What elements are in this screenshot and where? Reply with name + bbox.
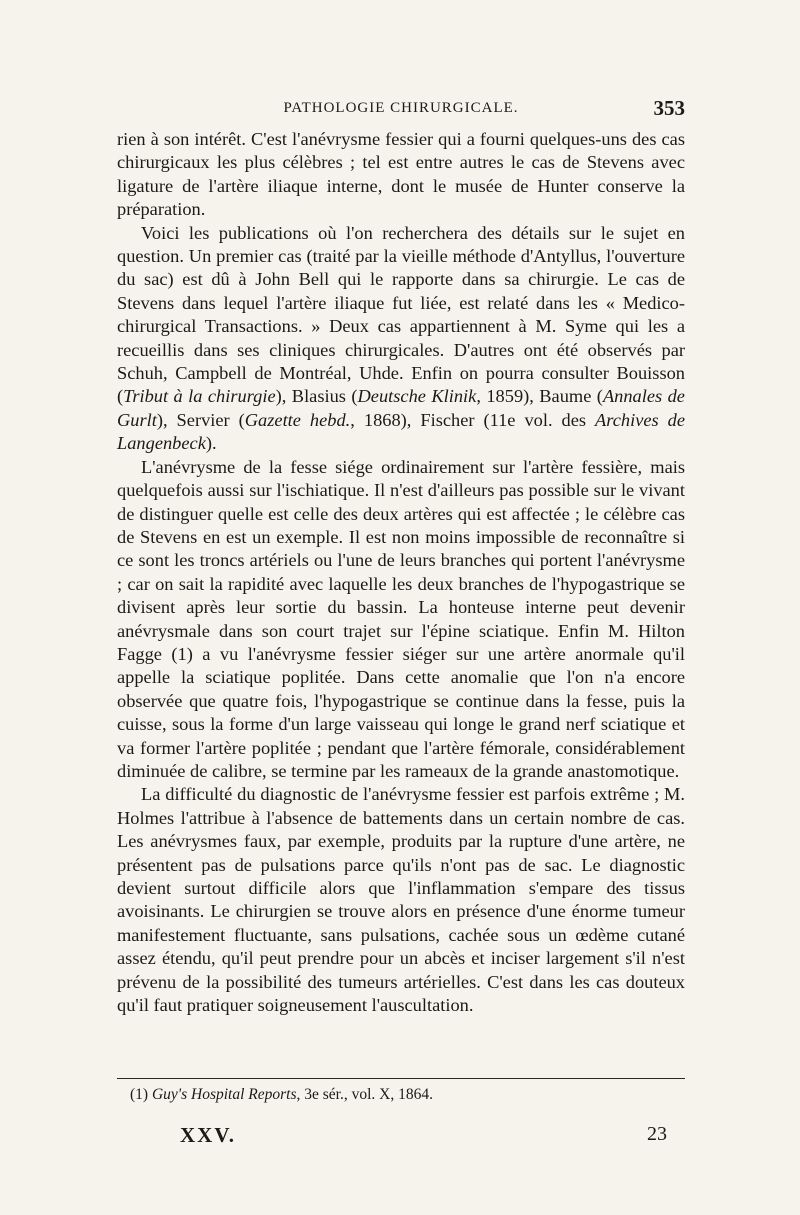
signature-mark: XXV. — [180, 1123, 237, 1147]
italic-text: Deutsche Klinik — [357, 386, 477, 407]
footnote — [130, 1085, 670, 1105]
italic-text: Annales de Gurlt — [117, 386, 685, 430]
paragraph — [117, 783, 685, 1017]
paragraph — [117, 456, 685, 784]
text-run: ), Blasius ( — [275, 386, 358, 407]
italic-text: Guy's Hospital Reports — [151, 1086, 297, 1103]
text-run: La difficulté du diagnostic de l'anévrysme fessier est parfois extrême ; M. Holmes l'attribue à l'absence de battements dans un certain nombre de cas. Les anévrysmes faux, par exemple, produits par la rupture d'une artère, ne présentent pas de pulsations parce qu'ils n'ont pas de sac. Le diagnostic devient surtout difficile alors que l'inflammation s'empare des tissus avoisinants. Le chirurgien se trouve alors en présence d'une énorme tumeur manifestement fluctuante, sans pulsations, cachée sous un œdème cutané assez étendu, qu'il peut prendre pour un abcès et inciser largement s'il n'est prévenu de la possibilité des tumeurs artérielles. C'est dans les cas douteux qu'il faut pratiquer soigneusement l'auscultation. — [117, 784, 685, 1016]
text-run: , 1868), Fischer (11e vol. des — [350, 409, 596, 430]
text-run: Voici les publications où l'on recherchera des détails sur le sujet en question. Un premier cas (traité par la vieille méthode d'Antyllus, l'ouverture du sac) est dû à John Bell qui le rapporte dans sa chirurgie. Le cas de Stevens dans lequel l'artère iliaque fut liée, est relaté dans les « Medico-chirurgical Transactions. » Deux cas appartiennent à M. Syme qui les a recueillis dans ses cliniques chirurgicales. D'autres ont été observés par Schuh, Campbell de Montréal, Uhde. Enfin on pourra consulter Bouisson ( — [117, 222, 685, 407]
page-number: 353 — [653, 96, 685, 120]
italic-text: Tribut à la chirurgie — [123, 386, 276, 407]
text-run: rien à son intérêt. C'est l'anévrysme fessier qui a fourni quelques-uns des cas chirurgicaux les plus célèbres ; tel est entre autres le cas de Stevens avec ligature de l'artère iliaque interne, dont le musée de Hunter conserve la préparation. — [117, 129, 685, 220]
paragraph — [117, 222, 685, 456]
text-run: , 3e sér., vol. X, 1864. — [296, 1086, 433, 1103]
sheet-number: 23 — [647, 1123, 667, 1145]
italic-text: Gazette hebd. — [244, 409, 351, 430]
paragraph — [117, 128, 685, 222]
text-run: (1) — [130, 1086, 152, 1103]
running-title: PATHOLOGIE CHIRURGICALE. — [283, 100, 519, 116]
italic-text: Archives de Langenbeck — [117, 409, 686, 454]
text-run: ). — [205, 433, 217, 454]
text-run: , 1859), Baume ( — [476, 386, 603, 407]
page-footer — [180, 1123, 685, 1153]
footnote-rule — [117, 1078, 685, 1079]
page-header — [117, 94, 685, 124]
text-run: L'anévrysme de la fesse siége ordinairement sur l'artère fessière, mais quelquefois aussi sur l'ischiatique. Il n'est d'ailleurs pas possible sur le vivant de distinguer quelle est celle des deux artères qui est affectée ; le célèbre cas de Stevens en est un exemple. Il est non moins impossible de reconnaître si ce sont les troncs artériels ou l'une de leurs branches qui portent l'anévrysme ; car on sait la rapidité avec laquelle les deux branches de l'hypogastrique se divisent après leur sortie du bassin. La honteuse interne peut devenir anévrysmale dans son court trajet sur l'épine sciatique. Enfin M. Hilton Fagge (1) a vu l'anévrysme fessier siéger sur une artère anormale qu'il appelle la sciatique poplitée. Dans cette anomalie que l'on n'a encore observée que quatre fois, l'hypogastrique se continue dans la fesse, puis la cuisse, sous la forme d'un large vaisseau qui longe le grand nerf sciatique et va former l'artère poplitée ; pendant que l'artère fémorale, considérablement diminuée de calibre, se termine par les rameaux de la grande anastomotique. — [117, 456, 685, 781]
text-run: ), Servier ( — [156, 409, 245, 430]
body-text — [117, 128, 685, 1017]
